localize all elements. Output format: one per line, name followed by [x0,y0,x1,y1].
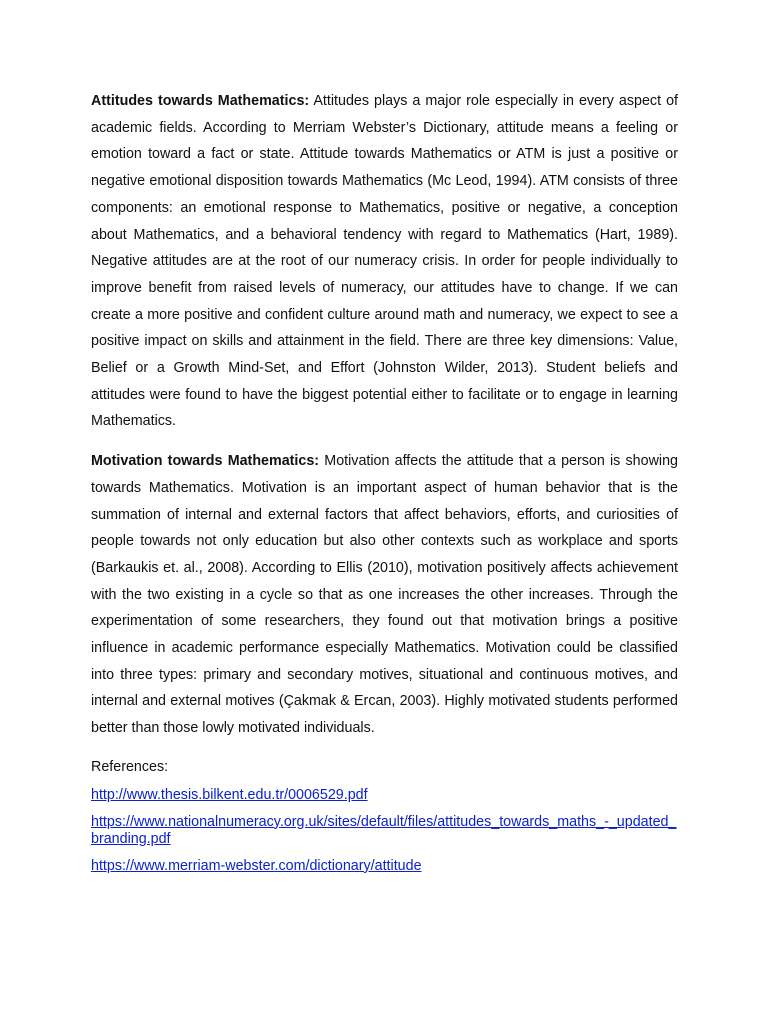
reference-link-national-numeracy[interactable]: https://www.nationalnumeracy.org.uk/sites/default/files/attitudes_towards_maths_-_updated_branding.pdf [91,813,677,847]
motivation-heading: Motivation towards Mathematics: [91,453,320,470]
references-heading: References: [91,758,169,775]
attitudes-body: Attitudes plays a major role especially in every aspect of academic fields. According to Merriam Webster’s Dictionary, attitude means a feeling or emotion toward a fact or state. Attitude towards Mathematics or ATM is just a positive or negative emotional disposition towards Mathematics (Mc Leod, 1994). ATM consists of three components: an emotional response to Mathematics, positive or negative, a conception about Mathematics, and a behavioral tendency with regard to Mathematics (Hart, 1989). Negative attitudes are at the root of our numeracy crisis. In order for people individually to improve benefit from raised levels of numeracy, our attitudes have to change. If we can create a more positive and confident culture around math and numeracy, we expect to see a positive impact on skills and attainment in the field. There are three key dimensions: Value, Belief or a Growth Mind-Set, and Effort (Johnston Wilder, 2013). Student beliefs and attitudes were found to have the biggest potential either to facilitate or to engage in learning Mathematics. [91,93,678,430]
motivation-body: Motivation affects the attitude that a person is showing towards Mathematics. Motivation is an important aspect of human behavior that is the summation of internal and external factors that affect behaviors, efforts, and curiosities of people towards not only education but also other contexts such as workplace and sports (Barkaukis et. al., 2008). According to Ellis (2010), motivation positively affects achievement with the two existing in a cycle so that as one increases the other increases. Through the experimentation of some researchers, they found out that motivation brings a positive influence in academic performance especially Mathematics. Motivation could be classified into three types: primary and secondary motives, situational and continuous motives, and internal and external motives (Çakmak & Ercan, 2003). Highly motivated students performed better than those lowly motivated individuals. [91,453,678,737]
reference-link-bilkent[interactable]: http://www.thesis.bilkent.edu.tr/0006529.pdf [91,786,368,803]
attitudes-heading: Attitudes towards Mathematics: [91,93,310,109]
attitudes-paragraph [91,88,678,435]
reference-link-merriam-webster[interactable]: https://www.merriam-webster.com/dictionary/attitude [91,857,422,874]
motivation-paragraph [91,448,678,742]
document-page [91,88,678,875]
